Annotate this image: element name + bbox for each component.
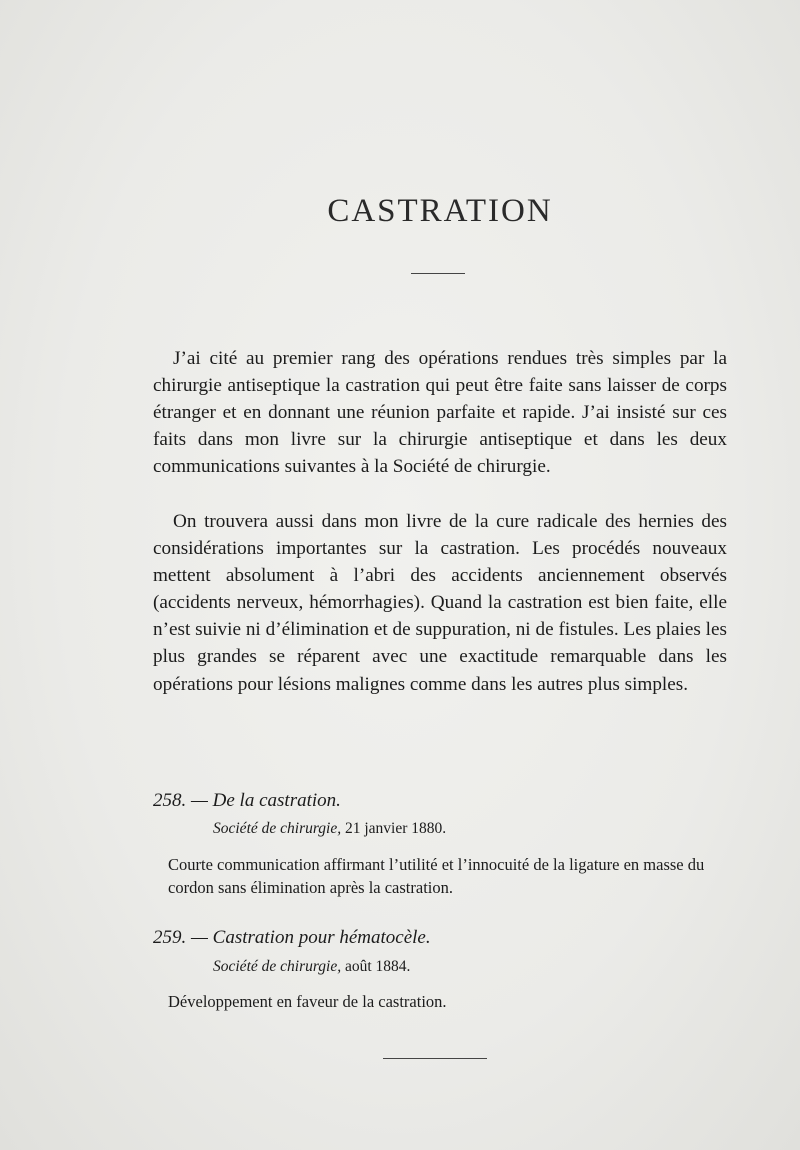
entry-dash: — (186, 927, 213, 948)
end-divider (383, 1058, 487, 1059)
entry-number: 259. (153, 927, 187, 948)
entry-259-source (213, 958, 410, 976)
entry-259-heading (153, 927, 431, 949)
entry-source-name: Société de chirurgie, (213, 820, 342, 837)
entry-number: 258. (153, 790, 187, 811)
entry-source-date: août 1884. (341, 958, 411, 975)
entry-258-heading (153, 790, 341, 812)
entry-258-description: Courte communication affirmant l’utilité et l’innocuité de la ligature en masse du cordon sans élimination après la castration. (168, 855, 705, 897)
title-divider (411, 273, 465, 274)
entry-258-source (213, 820, 446, 838)
page-title: CASTRATION (327, 193, 553, 229)
entry-dash: — (186, 790, 213, 811)
body-paragraph-2: On trouvera aussi dans mon livre de la cure radicale des hernies des considérations importantes sur la castration. Les procédés nouveaux mettent absolument à l’abri des accidents anciennement observés (accidents nerveux, hémorrhagies). Quand la castration est bien faite, elle n’est suivie ni d’élimination et de suppuration, ni de fistules. Les plaies les plus grandes se réparent avec une exactitude remarquable dans les opérations pour lésions malignes comme dans les autres plus simples. (153, 511, 727, 695)
entry-source-name: Société de chirurgie, (213, 958, 342, 975)
entry-title: De la castration. (212, 790, 341, 811)
body-paragraph-1: J’ai cité au premier rang des opérations rendues très simples par la chirurgie antiseptique la castration qui peut être faite sans laisser de corps étranger et en donnant une réunion parfaite et rapide. J’ai insisté sur ces faits dans mon livre sur la chirurgie antiseptique et dans les deux communications suivantes à la Société de chirurgie. (153, 348, 727, 478)
entry-259-description: Développement en faveur de la castration. (168, 992, 447, 1011)
entry-source-date: 21 janvier 1880. (341, 820, 447, 837)
entry-title: Castration pour hématocèle. (212, 927, 431, 948)
